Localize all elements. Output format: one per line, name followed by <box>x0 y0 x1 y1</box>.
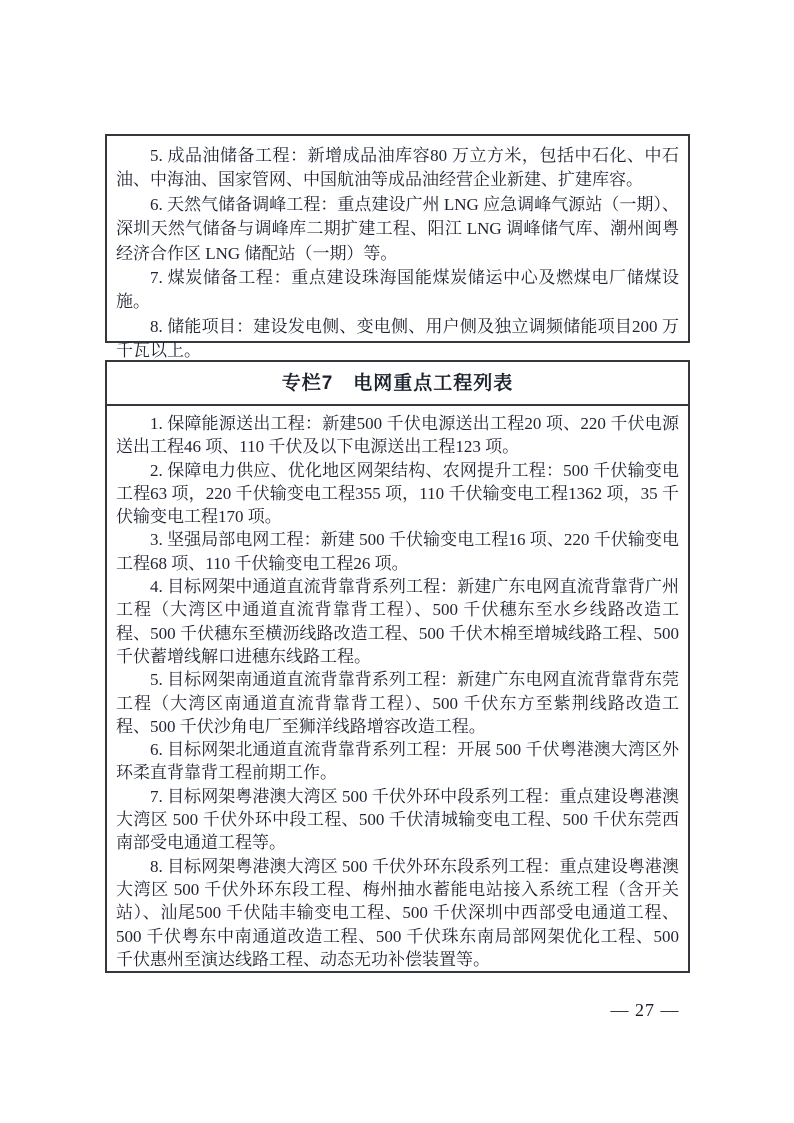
grid-item-1: 1. 保障能源送出工程：新建500 千伏电源送出工程20 项、220 千伏电源送出工程46 项、110 千伏及以下电源送出工程123 项。 <box>116 414 679 457</box>
grid-item-7: 7. 目标网架粤港澳大湾区 500 千伏外环中段系列工程：重点建设粤港澳大湾区 500 千伏外环中段工程、500 千伏清城输变电工程、500 千伏东莞西南部受电通道工程等。 <box>116 786 679 853</box>
page-number: — 27 — <box>610 1000 680 1020</box>
grid-item-5: 5. 目标网架南通道直流背靠背系列工程：新建广东电网直流背靠背东莞工程（大湾区南通道直流背靠背工程）、500 千伏东方至紫荆线路改造工程、500 千伏沙角电厂至狮洋线路增容改造工程。 <box>116 670 679 736</box>
grid-item-2: 2. 保障电力供应、优化地区网架结构、农网提升工程：500 千伏输变电工程63 项，220 千伏输变电工程355 项，110 千伏输变电工程1362 项，35 千伏输变电工程170 项。 <box>116 460 679 527</box>
storage-projects-box <box>105 134 690 361</box>
grid-projects-box <box>105 360 690 973</box>
storage-item-7: 7. 煤炭储备工程：重点建设珠海国能煤炭储运中心及燃煤电厂储煤设施。 <box>116 268 679 312</box>
grid-item-4: 4. 目标网架中通道直流背靠背系列工程：新建广东电网直流背靠背广州工程（大湾区中通道直流背靠背工程）、500 千伏穗东至水乡线路改造工程、500 千伏穗东至横沥线路改造工程、500 千伏木棉至增城线路工程、500 千伏蓄增线解口进穗东线路工程。 <box>116 577 679 666</box>
grid-item-3: 3. 坚强局部电网工程：新建 500 千伏输变电工程16 项、220 千伏输变电工程68 项、110 千伏输变电工程26 项。 <box>116 530 679 573</box>
storage-item-6: 6. 天然气储备调峰工程：重点建设广州 LNG 应急调峰气源站（一期）、深圳天然气储备与调峰库二期扩建工程、阳江 LNG 调峰储气库、潮州闽粤经济合作区 LNG 储配站（一期）等。 <box>116 194 679 263</box>
grid-item-8: 8. 目标网架粤港澳大湾区 500 千伏外环东段系列工程：重点建设粤港澳大湾区 500 千伏外环东段工程、梅州抽水蓄能电站接入系统工程（含开关站）、汕尾500 千伏陆丰输变电工程、500 千伏深圳中西部受电通道工程、500 千伏粤东中南通道改造工程、500 千伏珠东南局部网架优化工程、500 千伏惠州至演达线路工程、动态无功补偿装置等。 <box>116 856 679 969</box>
grid-item-6: 6. 目标网架北通道直流背靠背系列工程：开展 500 千伏粤港澳大湾区外环柔直背靠背工程前期工作。 <box>116 740 679 783</box>
storage-item-5: 5. 成品油储备工程：新增成品油库容80 万立方米，包括中石化、中石油、中海油、国家管网、中国航油等成品油经营企业新建、扩建库容。 <box>116 146 679 190</box>
storage-item-8: 8. 储能项目：建设发电侧、变电侧、用户侧及独立调频储能项目200 万千瓦以上。 <box>116 316 679 361</box>
grid-box-title: 专栏7 电网重点工程列表 <box>107 362 688 406</box>
grid-box-body <box>107 406 688 971</box>
